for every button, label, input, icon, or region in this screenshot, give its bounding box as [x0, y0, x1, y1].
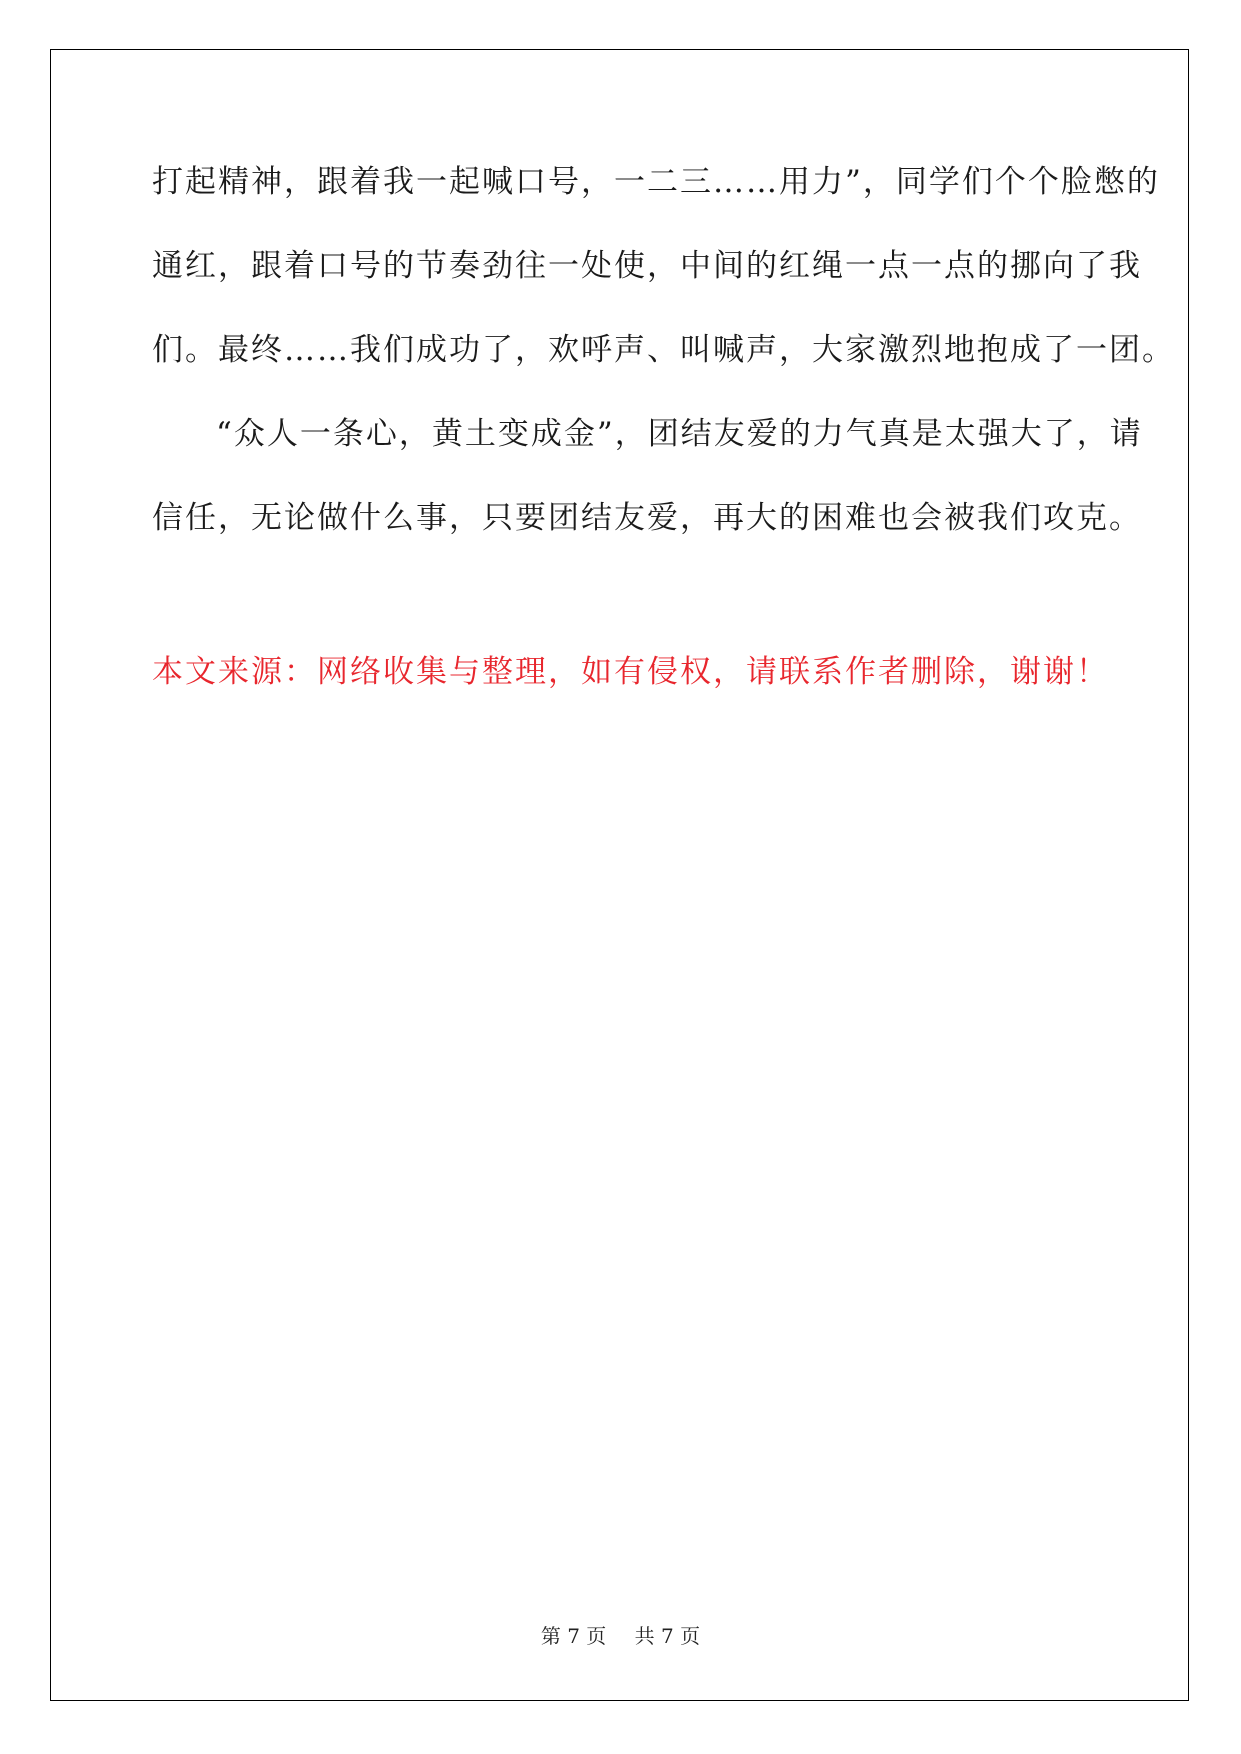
page-footer [0, 1620, 1241, 1649]
body-line-5: 信任，无论做什么事，只要团结友爱，再大的困难也会被我们攻克。 [152, 500, 1142, 536]
page-number-current: 第 7 页 [540, 1624, 607, 1648]
body-line-4: “众人一条心，黄土变成金”，团结友爱的力气真是太强大了，请 [216, 416, 1143, 452]
document-body [152, 160, 1175, 580]
body-line-1: 打起精神，跟着我一起喊口号，一二三……用力”，同学们个个脸憋的 [152, 164, 1160, 200]
body-line-3: 们。最终……我们成功了，欢呼声、叫喊声，大家激烈地抱成了一团。 [152, 332, 1175, 368]
body-line-2: 通红，跟着口号的节奏劲往一处使，中间的红绳一点一点的挪向了我 [152, 248, 1142, 284]
source-note: 本文来源：网络收集与整理，如有侵权，请联系作者删除，谢谢！ [152, 654, 1109, 690]
page-number-total: 共 7 页 [634, 1624, 701, 1648]
